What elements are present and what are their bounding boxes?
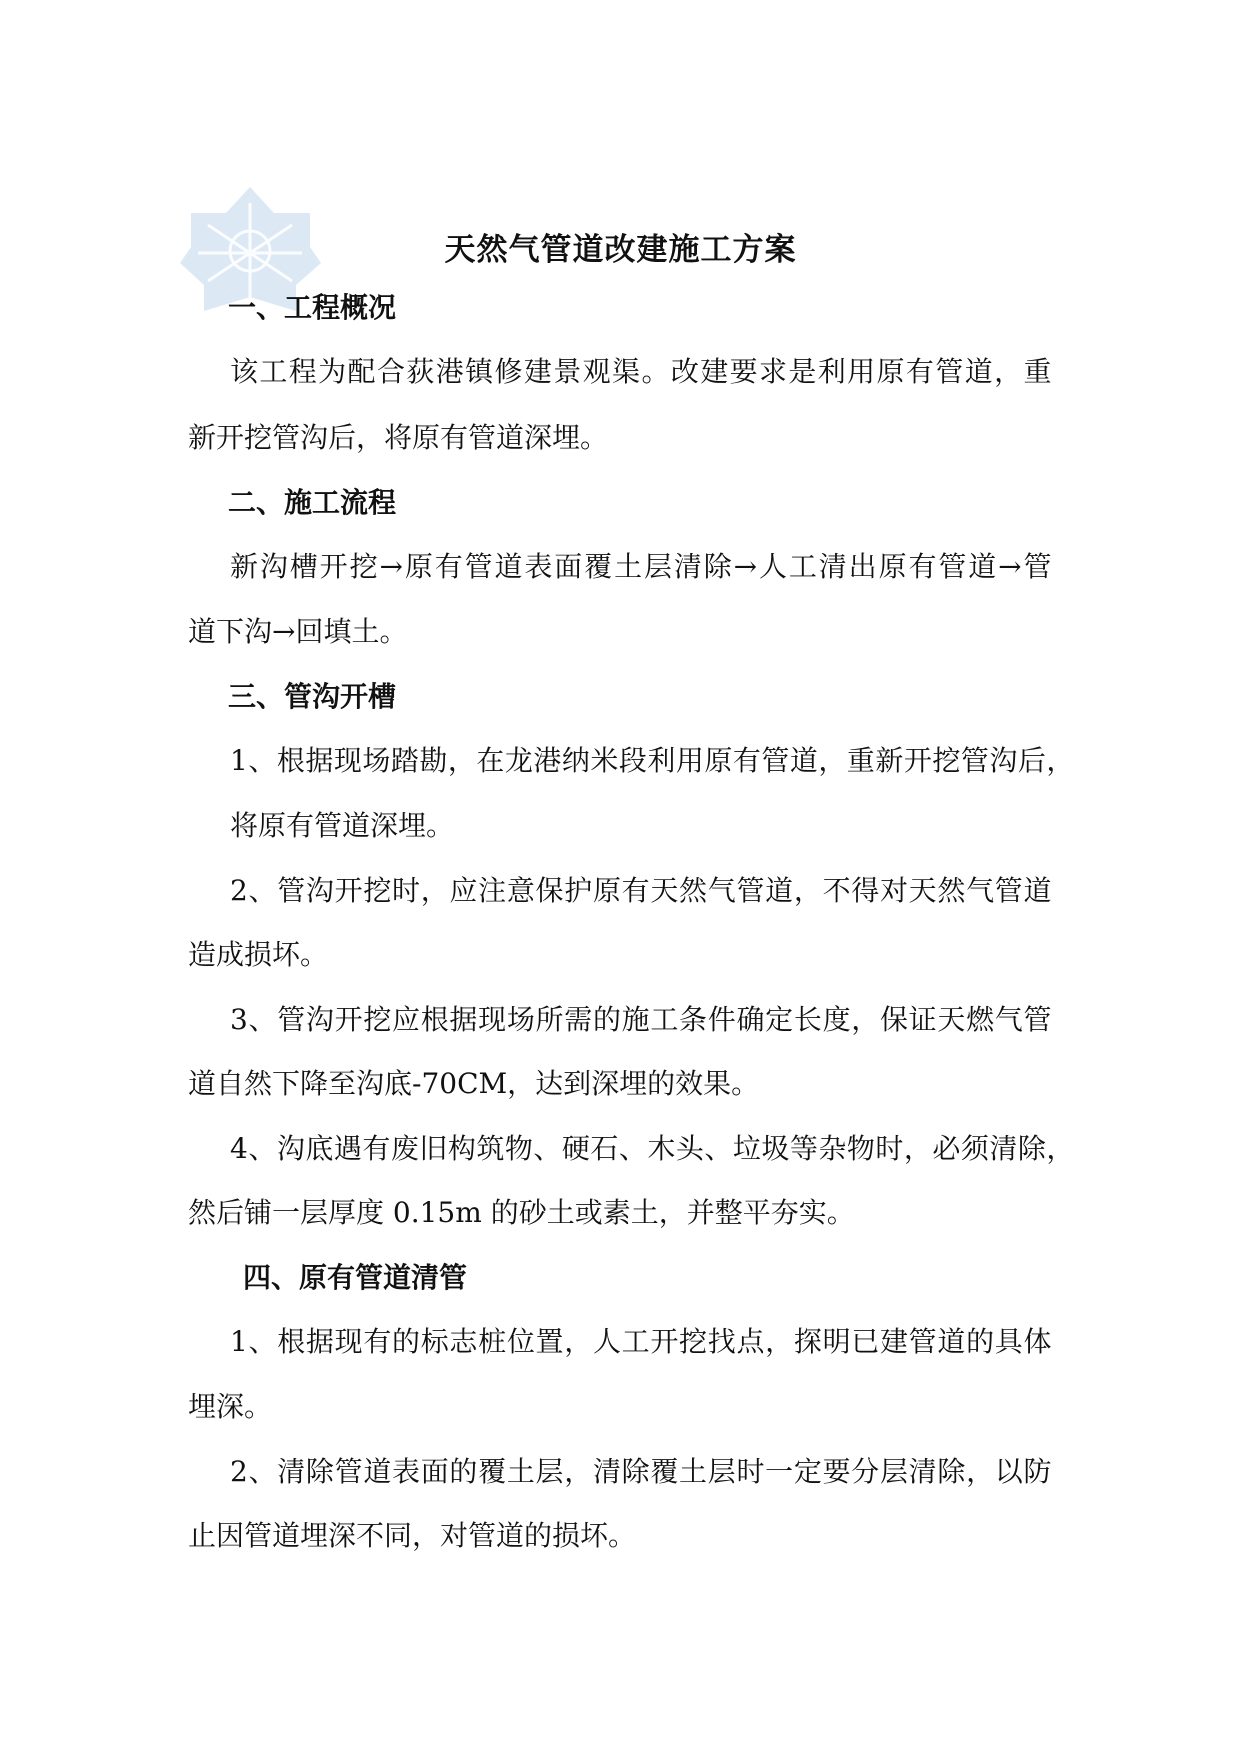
paragraph-line: 造成损坏。	[188, 938, 329, 971]
paragraph-line: 4、沟底遇有废旧构筑物、硬石、木头、垃圾等杂物时，必须清除，	[230, 1132, 1075, 1165]
section-heading-process: 二、施工流程	[228, 486, 397, 519]
section-heading-overview: 一、工程概况	[228, 291, 397, 324]
paragraph-line: 2、清除管道表面的覆土层，清除覆土层时一定要分层清除，以防	[230, 1455, 1052, 1488]
document-title: 天然气管道改建施工方案	[444, 232, 797, 268]
paragraph-line: 3、管沟开挖应根据现场所需的施工条件确定长度，保证天燃气管	[230, 1003, 1052, 1036]
section-heading-pipe-cleaning: 四、原有管道清管	[243, 1261, 468, 1294]
paragraph-line: 止因管道埋深不同，对管道的损坏。	[188, 1519, 637, 1552]
paragraph-line: 该工程为配合荻港镇修建景观渠。改建要求是利用原有管道，重	[230, 355, 1052, 388]
paragraph-line: 埋深。	[188, 1390, 273, 1423]
paragraph-line: 1、根据现有的标志桩位置，人工开挖找点，探明已建管道的具体	[230, 1325, 1052, 1358]
paragraph-line: 1、根据现场踏勘，在龙港纳米段利用原有管道，重新开挖管沟后，	[230, 744, 1075, 777]
section-heading-trench: 三、管沟开槽	[228, 680, 397, 713]
paragraph-line: 然后铺一层厚度 0.15m 的砂土或素土，并整平夯实。	[188, 1196, 855, 1229]
paragraph-line: 将原有管道深埋。	[230, 809, 455, 842]
paragraph-line: 新开挖管沟后，将原有管道深埋。	[188, 421, 609, 454]
paragraph-line: 道自然下降至沟底-70CM，达到深埋的效果。	[188, 1067, 760, 1100]
paragraph-line: 道下沟→回填土。	[188, 615, 408, 648]
paragraph-line: 新沟槽开挖→原有管道表面覆土层清除→人工清出原有管道→管	[230, 550, 1052, 583]
paragraph-line: 2、管沟开挖时，应注意保护原有天然气管道，不得对天然气管道	[230, 874, 1052, 907]
